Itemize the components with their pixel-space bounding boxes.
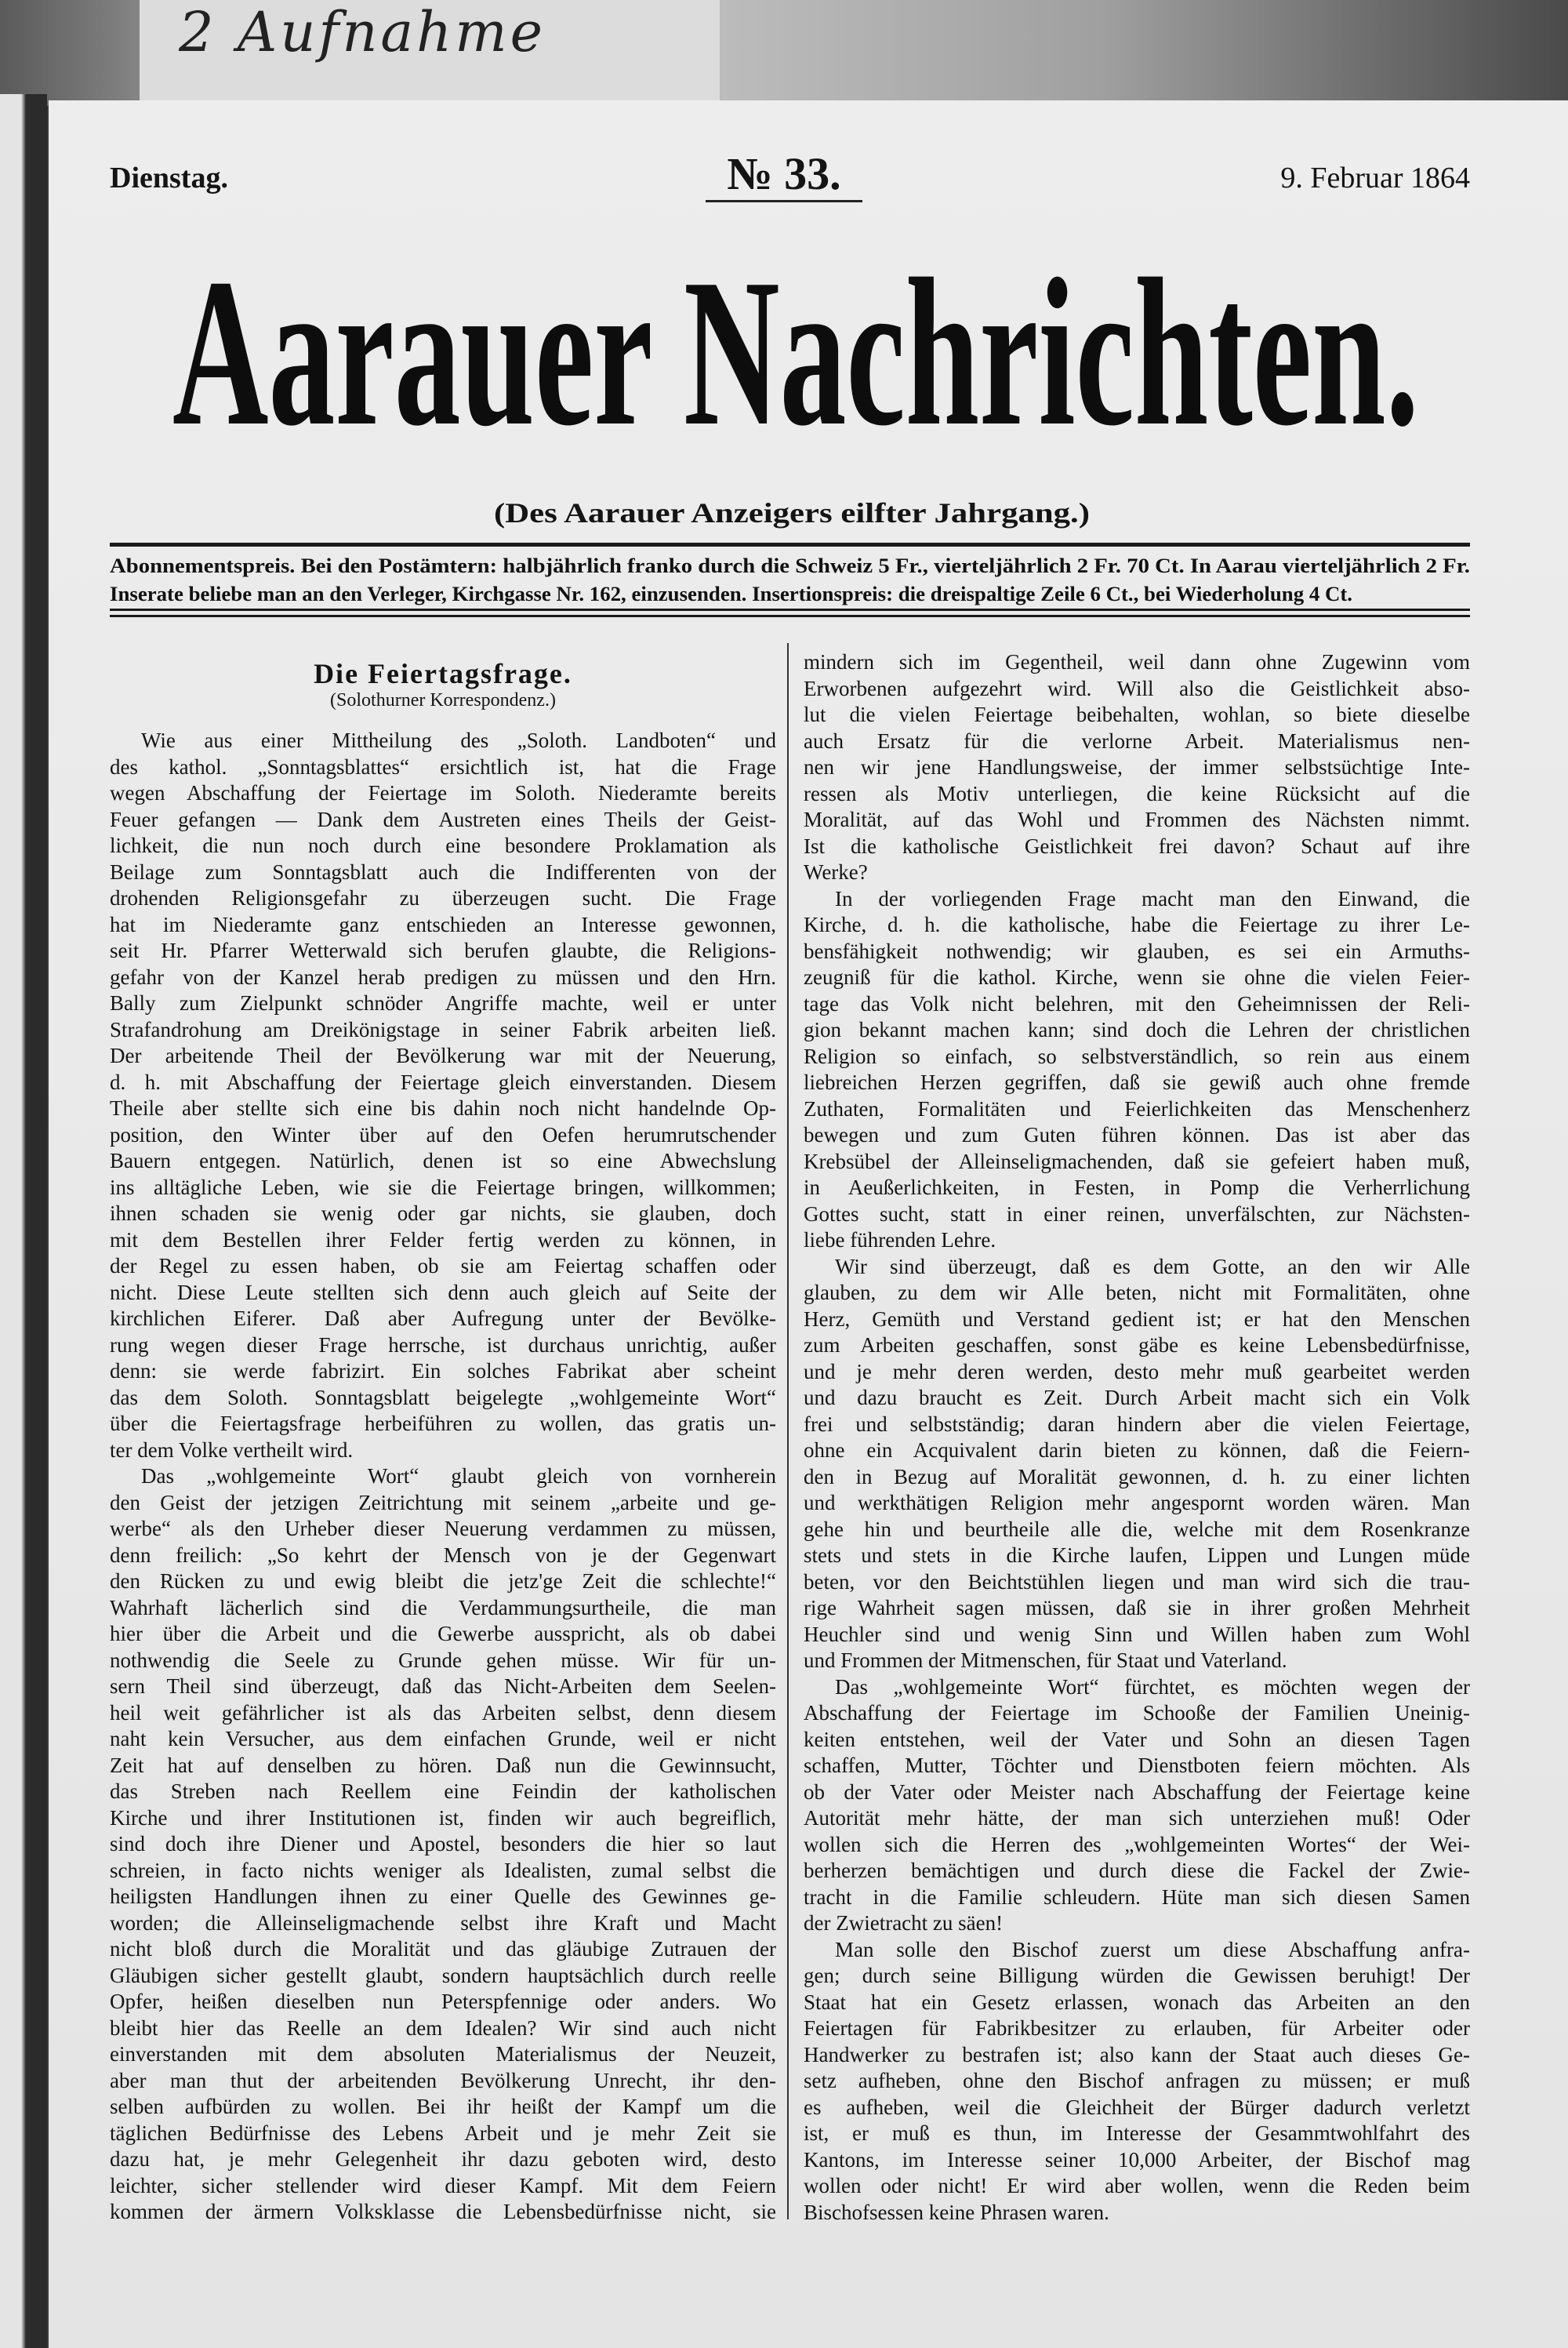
text-line: In der vorliegenden Frage macht man den Einwand, die [835, 886, 1470, 910]
text-line: in Aeußerlichkeiten, in Festen, in Pomp die Verherrlichung [804, 1176, 1470, 1199]
text-line: Werke? [804, 860, 868, 884]
text-line: Man solle den Bischof zuerst um diese Abschaffung anfra- [835, 1937, 1470, 1961]
text-line: und dazu braucht es Zeit. Durch Arbeit macht sich ein Volk [804, 1386, 1470, 1409]
text-line: setz aufheben, ohne den Bischof anfragen zu müssen; er muß [804, 2069, 1470, 2092]
text-line: einverstanden mit dem absoluten Materialismus der Neuzeit, [110, 2042, 776, 2066]
text-line: Der arbeitende Theil der Bevölkerung war mit der Neuerung, [110, 1044, 776, 1067]
text-line: Bally zum Zielpunkt schnöder Angriffe machte, weil er unter [110, 991, 776, 1015]
text-line: stets und stets in die Kirche laufen, Lippen und Lungen müde [804, 1543, 1470, 1567]
text-line: zeugniß für die kathol. Kirche, wenn sie ohne die vielen Feier- [804, 965, 1470, 989]
rule-double-2 [110, 615, 1470, 617]
text-line: sern Theil sind überzeugt, daß das Nicht-Arbeiten dem Seelen- [110, 1674, 776, 1698]
text-line: Gottes sucht, statt in einer reinen, unverfälschten, zur Nächsten- [804, 1201, 1470, 1226]
article-paragraph [804, 1254, 1470, 1674]
text-line: kommen der ärmern Volksklasse die Lebensbedürfnisse nicht, sie [110, 2200, 776, 2223]
text-line: wollen oder nicht! Er wird aber wollen, wenn die Reden beim [804, 2174, 1470, 2197]
text-line: wollen sich die Herren des „wohlgemeinten Wortes“ der Wei- [804, 1832, 1470, 1856]
text-line: gehe hin und beurtheile alle die, welche mit dem Rosenkranze [804, 1517, 1470, 1541]
text-line: nothwendig die Seele zu Grunde gehen müsse. Wir für un- [110, 1648, 776, 1672]
text-line: Religion so einfach, so selbstverständlich, so rein aus einem [804, 1044, 1470, 1068]
text-line: über die Feiertagsfrage herbeiführen zu wollen, das gratis un- [110, 1412, 776, 1435]
text-line: glauben, zu dem wir Alle beten, nicht mit Formalitäten, ohne [804, 1281, 1470, 1304]
text-line: Zuthaten, Formalitäten und Feierlichkeiten das Menschenherz [804, 1096, 1470, 1121]
text-line: ins alltägliche Leben, wie sie die Feiertage bringen, willkommen; [110, 1175, 776, 1199]
article-subtitle: (Solothurner Korrespondenz.) [330, 690, 556, 711]
text-line: frei und selbstständig; daran hindern aber die vielen Feiertage, [804, 1412, 1470, 1436]
article-paragraph [804, 649, 1470, 886]
text-line: gen; durch seine Billigung würden die Gewissen beruhigt! Der [804, 1964, 1470, 1987]
text-line: position, den Winter über auf den Oefen herumrutschender [110, 1122, 776, 1147]
text-line: ist, er muß es thun, im Interesse der Gesammtwohlfahrt des [804, 2121, 1470, 2145]
text-line: gefahr von der Kanzel herab predigen zu müssen und den Hrn. [110, 965, 776, 989]
article-paragraph [804, 1937, 1470, 2226]
text-line: tage das Volk nicht belehren, mit den Geheimnissen der Reli- [804, 991, 1470, 1016]
text-line: täglichen Bedürfnisse des Lebens Arbeit und je mehr Zeit sie [110, 2121, 776, 2145]
text-line: Opfer, heißen dieselben nun Peterspfennige oder anders. Wo [110, 1990, 776, 2013]
text-line: heil weit gefährlicher ist als das Arbeiten selbst, denn diesem [110, 1700, 776, 1725]
text-line: Staat hat ein Gesetz erlassen, wonach das Arbeiten an den [804, 1990, 1470, 2014]
text-line: gion bekannt machen kann; sind doch die Lehren der christlichen [804, 1018, 1470, 1041]
text-line: Kantons, im Interesse seiner 10,000 Arbeiter, der Bischof mag [804, 2147, 1470, 2172]
text-line: Abschaffung der Feiertage im Schooße der Familien Uneinig- [804, 1701, 1470, 1725]
text-line: d. h. mit Abschaffung der Feiertage gleich einverstanden. Diesem [110, 1070, 776, 1094]
text-line: das dem Soloth. Sonntagsblatt beigelegte „wohlgemeinte Wort“ [110, 1385, 776, 1409]
text-line: und werkthätigen Religion mehr angespornt worden wären. Man [804, 1491, 1470, 1514]
text-line: Bischofsessen keine Phrasen waren. [804, 2200, 1109, 2224]
text-line: Das „wohlgemeinte Wort“ glaubt gleich von vornherein [141, 1464, 776, 1488]
text-line: ihnen schaden sie wenig oder gar nichts, sie glauben, doch [110, 1201, 776, 1225]
article-paragraph [110, 728, 776, 1463]
masthead-subtitle-text: (Des Aarauer Anzeigers eilfter Jahrgang.) [494, 497, 1090, 529]
text-line: den in Bezug auf Moralität gewonnen, d. h. zu einer lichten [804, 1464, 1470, 1488]
rule-double-1 [110, 609, 1470, 611]
issue-number: № 33. [706, 147, 862, 202]
text-line: Handwerker zu bestrafen ist; also kann der Staat auch dieses Ge- [804, 2042, 1470, 2066]
subscription-info [106, 549, 1474, 612]
text-line: nicht bloß durch die Moralität und das gläubige Zutrauen der [110, 1937, 776, 1961]
text-line: auch Ersatz für die verlorne Arbeit. Materialismus nen- [804, 729, 1470, 753]
text-line: es aufheben, weil die Gleichheit der Bürger dadurch verletzt [804, 2095, 1470, 2119]
left-column [110, 728, 776, 2226]
article-title: Die Feiertagsfrage. [314, 658, 572, 689]
text-line: und je mehr deren werden, desto mehr muß gearbeitet werden [804, 1359, 1470, 1383]
text-line: rung wegen dieser Frage herrsche, ist durchaus unrichtig, außer [110, 1332, 776, 1357]
text-line: heiligsten Handlungen ihnen zu einer Quelle des Gewinnes ge- [110, 1885, 776, 1908]
masthead-subtitle [486, 492, 1098, 532]
text-line: Heuchler sind und wenig Sinn und Willen haben zum Wohl [804, 1622, 1470, 1646]
text-line: Feiertagen für Fabrikbesitzer zu erlauben, für Arbeiter oder [804, 2016, 1470, 2040]
text-line: ob der Vater oder Meister nach Abschaffung der Feiertage keine [804, 1779, 1470, 1804]
text-line: den Rücken zu und ewig bleibt die jetz'ge Zeit die schlechte!“ [110, 1569, 776, 1593]
text-line: Das „wohlgemeinte Wort“ fürchtet, es möchten wegen der [835, 1674, 1470, 1699]
text-line: und Frommen der Mitmenschen, für Staat und Vaterland. [804, 1648, 1287, 1672]
text-line: Bauern entgegen. Natürlich, denen ist so eine Abwechslung [110, 1149, 776, 1172]
text-line: schaffen, Mutter, Töchter und Dienstboten feiern möchten. Als [804, 1754, 1470, 1777]
text-line: der Regel zu essen haben, ob sie am Feiertag schaffen oder [110, 1254, 776, 1278]
text-line: nen wir jene Handlungsweise, der immer selbstsüchtige Inte- [804, 755, 1470, 779]
text-line: beten, vor den Beichtstühlen liegen und man wird sich die trau- [804, 1569, 1470, 1594]
column-rule [787, 643, 789, 2219]
text-line: leichter, sicher stellender wird dieser Kampf. Mit dem Feiern [110, 2173, 776, 2197]
text-line: Gläubigen sicher gestellt glaubt, sondern hauptsächlich durch reelle [110, 1963, 776, 1987]
rule-top [110, 543, 1470, 547]
text-line: hat im Niederamte ganz entschieden an Interesse gewonnen, [110, 912, 776, 936]
text-line: schreien, in facto nichts weniger als Idealisten, zumal selbst die [110, 1858, 776, 1882]
text-line: bleibt hier das Reelle an dem Idealen? Wir sind auch nicht [110, 2015, 776, 2040]
text-line: liebe führenden Lehre. [804, 1228, 996, 1252]
text-line: mit dem Bestellen ihrer Felder fertig werden zu können, in [110, 1227, 776, 1252]
text-line: bensfähigkeit nothwendig; wir glauben, es sei ein Armuths- [804, 939, 1470, 963]
text-line: lichkeit, die nun noch durch eine besondere Proklamation als [110, 834, 776, 857]
subscription-line: Abonnementspreis. Bei den Postämtern: halbjährlich franko durch die Schweiz 5 Fr., vierteljährlich 2 Fr. 70 Ct. In Aarau vierteljährlich 2 Fr. [110, 554, 1471, 577]
text-line: Ist die katholische Geistlichkeit frei davon? Schaut auf ihre [804, 834, 1470, 858]
text-line: drohenden Religionsgefahr zu überzeugen sucht. Die Frage [110, 886, 776, 910]
text-line: des kathol. „Sonntagsblattes“ ersichtlich ist, hat die Frage [110, 754, 776, 779]
text-line: lut die vielen Feiertage beibehalten, wohlan, so biete dieselbe [804, 703, 1470, 726]
text-line: naht kein Versucher, aus dem einfachen Grunde, weil er nicht [110, 1727, 776, 1750]
text-line: selben aufbürden zu wollen. Bei ihr heißt der Kampf um die [110, 2095, 776, 2118]
text-line: denn: sie werde fabrizirt. Ein solches Fabrikat aber scheint [110, 1359, 776, 1383]
insertion-line: Inserate beliebe man an den Verleger, Kirchgasse Nr. 162, einzusenden. Insertionspreis: die dreispaltige Zeile 6 Ct., bei Wiederholung 4 Ct. [110, 583, 1352, 605]
text-line: Strafandrohung am Dreikönigstage in seiner Fabrik arbeiten ließ. [110, 1017, 776, 1041]
text-line: ressen als Motiv unterliegen, die keine Rücksicht auf die [804, 781, 1470, 805]
masthead-title [157, 227, 1443, 463]
text-line: denn freilich: „So kehrt der Mensch von je der Gegenwart [110, 1543, 776, 1567]
text-line: rige Wahrheit sagen müssen, daß sie in ihrer großen Mehrheit [804, 1596, 1470, 1619]
right-column [804, 649, 1470, 2226]
text-line: seit Hr. Pfarrer Wetterwald sich berufen glaubte, die Religions- [110, 939, 776, 962]
issue-date: 9. Februar 1864 [1280, 162, 1470, 194]
text-line: Wie aus einer Mittheilung des „Soloth. Landboten“ und [141, 729, 776, 752]
text-line: Erworbenen aufgezehrt wird. Will also die Geistlichkeit abso- [804, 676, 1470, 700]
text-line: Theile aber stellte sich eine bis dahin noch nicht handelnde Op- [110, 1096, 776, 1120]
article-paragraph [804, 886, 1470, 1254]
handwritten-note: 2 Aufnahme [179, 0, 546, 64]
text-line: berherzen bemächtigen und durch diese die Fackel der Zwie- [804, 1859, 1470, 1882]
text-line: kirchlichen Eiferer. Daß aber Aufregung unter der Bevölke- [110, 1307, 776, 1330]
masthead-title-text: Aarauer Nachrichten. [172, 235, 1419, 463]
text-line: aber man thut der arbeitenden Bevölkerung Unrecht, ihr den- [110, 2068, 776, 2092]
text-line: nicht. Diese Leute stellten sich denn auch gleich auf Seite der [110, 1280, 776, 1304]
text-line: zum Arbeiten geschaffen, sonst gäbe es keine Lebensbedürfnisse, [804, 1333, 1470, 1357]
text-line: Beilage zum Sonntagsblatt auch die Indifferenten von der [110, 860, 776, 884]
text-line: mindern sich im Gegentheil, weil dann ohne Zugewinn vom [804, 650, 1470, 674]
text-line: bewegen und zum Guten führen können. Das ist aber das [804, 1123, 1470, 1147]
text-line: werbe“ als den Urheber dieser Neuerung verdammen zu müssen, [110, 1517, 776, 1540]
text-line: dazu hat, je mehr Gelegenheit ihr dazu geboten wird, desto [110, 2147, 776, 2171]
handwritten-note-card [140, 0, 722, 104]
book-spine-edge [0, 94, 47, 2348]
text-line: Kirche und ihrer Institutionen ist, finden wir auch begreiflich, [110, 1805, 776, 1830]
text-line: Herz, Gemüth und Verstand gedient ist; er hat den Menschen [804, 1307, 1470, 1331]
text-line: tracht in die Familie schleudern. Hüte man sich diesen Samen [804, 1885, 1470, 1909]
text-line: Feuer gefangen — Dank dem Austreten eines Theils der Geist- [110, 807, 776, 831]
text-line: Zeit hat auf denselben zu hören. Daß nun die Gewinnsucht, [110, 1753, 776, 1777]
text-line: worden; die Alleinseligmachende selbst ihre Kraft und Macht [110, 1910, 776, 1935]
text-line: Autorität mehr hätte, der man sich unterziehen muß! Oder [804, 1806, 1470, 1830]
article-paragraph [110, 1463, 776, 2226]
text-line: keiten entstehen, weil der Vater und Sohn an diesen Tagen [804, 1727, 1470, 1751]
text-line: liebreichen Herzen gegriffen, daß sie gewiß auch ohne fremde [804, 1070, 1470, 1094]
text-line: Wahrhaft lächerlich sind die Verdammungsurtheile, die man [110, 1595, 776, 1619]
text-line: Kirche, d. h. die katholische, habe die Feiertage zu ihrer Le- [804, 913, 1470, 936]
weekday: Dienstag. [110, 162, 228, 194]
text-line: Moralität, auf das Wohl und Frommen des Nächsten nimmt. [804, 808, 1470, 831]
text-line: Wir sind überzeugt, daß es dem Gotte, an den wir Alle [835, 1254, 1470, 1278]
text-line: Krebsübel der Alleinseligmachenden, daß sie gefeiert haben muß, [804, 1149, 1470, 1173]
text-line: sind doch ihre Diener und Apostel, besonders die hier so laut [110, 1832, 776, 1856]
text-line: den Geist der jetzigen Zeitrichtung mit seinem „arbeite und ge- [110, 1490, 776, 1514]
text-line: hier über die Arbeit und die Gewerbe ausspricht, als ob dabei [110, 1622, 776, 1645]
article-paragraph [804, 1674, 1470, 1937]
text-line: ohne ein Acquivalent darin bieten zu können, daß die Feiern- [804, 1438, 1470, 1462]
text-line: wegen Abschaffung der Feiertage im Soloth. Niederamte bereits [110, 781, 776, 805]
text-line: der Zwietracht zu säen! [804, 1911, 1004, 1935]
text-line: ter dem Volke vertheilt wird. [110, 1438, 354, 1462]
text-line: das Streben nach Reellem eine Feindin der katholischen [110, 1779, 776, 1803]
